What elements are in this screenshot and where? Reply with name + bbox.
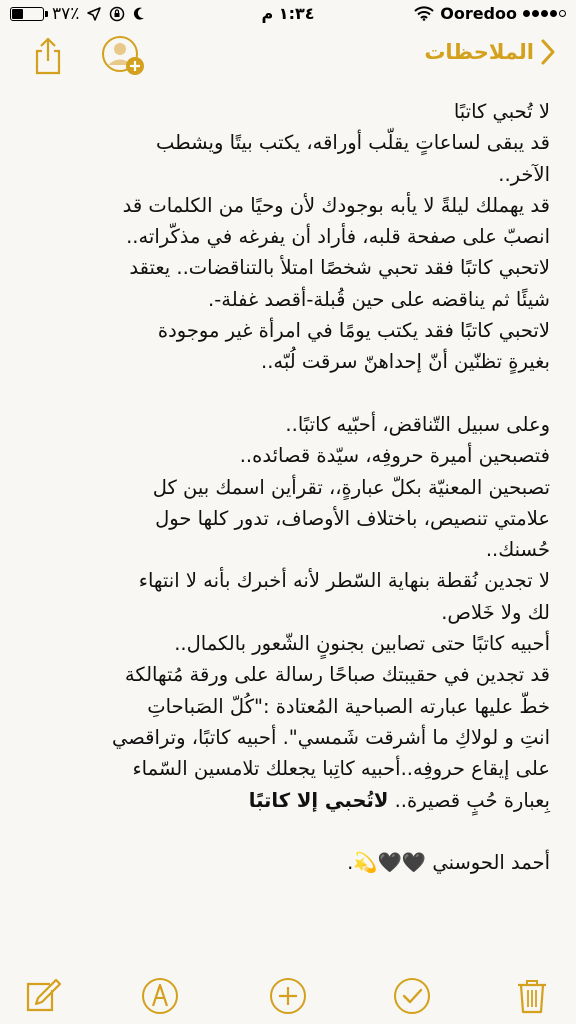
note-line: انتِ و لولاكِ ما أشرقت شَمسي". أحبيه كاتبًا، وتراقصي [112,725,550,749]
note-line: انصبّ على صفحة قلبه، فأراد أن يفرغه في مذكّراته.. [126,225,550,249]
note-body[interactable] [30,96,550,878]
note-last-line [30,785,550,816]
add-person-icon[interactable] [100,34,146,80]
chevron-right-icon [540,38,556,66]
wifi-icon [414,6,434,21]
markup-pen-icon[interactable] [140,976,180,1016]
note-line: لا تُحبي كاتبًا [453,100,550,123]
back-button[interactable] [424,38,556,66]
nav-bar [0,32,576,82]
note-line: الآخر.. [498,162,550,186]
note-line: قد يهملك ليلةً لا يأبه بوجودك لأن وحيًا من الكلمات قد [122,193,550,217]
note-line: لا تجدين نُقطة بنهاية السّطر لأنه أخبرك بأنه لا انتهاء [138,569,550,593]
note-line: أحبيه كاتبًا حتى تصابين بجنونٍ الشّعور بالكمال.. [174,632,550,656]
compose-icon[interactable] [22,976,62,1016]
note-line: قد تجدين في حقيبتك صباحًا رسالة على ورقة مُتهالكة [124,663,550,687]
note-blank-line [30,816,550,847]
note-blank-line [30,378,550,409]
note-line: شيئًا ثم يناقضه على حين قُبلة-أقصد غفلة-. [208,287,550,311]
note-line: وعلى سبيل التّناقض، أحبّيه كاتبًا.. [285,412,550,436]
note-line: خطّ عليها عبارته الصباحية المُعتادة :"كُلّ الصَباحاتِ [147,694,550,718]
share-icon[interactable] [28,36,68,76]
checkmark-circle-icon[interactable] [392,976,432,1016]
status-time: ١:٣٤ م [261,4,315,23]
carrier-name: Ooredoo [440,4,517,23]
status-right [414,4,566,23]
note-line: بغيرةٍ تظنّين أنّ إحداهنّ سرقت لُبّه.. [261,350,550,374]
battery-percentage: ٣٧٪ [52,4,80,24]
signal-strength-icon [523,10,566,17]
note-line: تصبحين المعنيّة بكلّ عبارةٍ،، تقرأين اسمك بين كل [152,475,550,499]
note-line: قد يبقى لساعاتٍ يقلّب أوراقه، يكتب بيتًا ويشطب [156,131,550,155]
add-circle-icon[interactable] [268,976,308,1016]
signature-emoji: 🖤🖤💫. [347,851,427,875]
bottom-toolbar [0,968,576,1024]
note-line: لاتحبي كاتبًا فقد تحبي شخصًا امتلأ بالتناقضات.. يعتقد [129,256,550,280]
note-last-line-text: بِعبارة حُبٍ قصيرة.. [388,788,550,812]
signature-name: أحمد الحوسني [432,851,550,875]
back-label: الملاحظات [424,40,534,64]
status-bar [0,0,576,30]
note-line: لك ولا خَلاص. [441,600,550,624]
note-line: على إيقاع حروفِه..أحبيه كاتِبا يجعلك تلامسين السّماء [132,757,550,781]
note-line: علامتي تنصيص، باختلاف الأوصاف، تدور كلها حول [155,506,550,530]
note-closing-bold: لاتُحبي إلا كاتبًا [248,788,389,812]
note-line: فتصبحين أميرة حروفِه، سيّدة قصائده.. [239,444,550,468]
note-signature [30,847,550,878]
note-line: لاتحبي كاتبًا فقد يكتب يومًا في امرأة غير موجودة [157,319,550,343]
note-line: حُسنك.. [485,538,550,562]
trash-icon[interactable] [512,976,552,1016]
